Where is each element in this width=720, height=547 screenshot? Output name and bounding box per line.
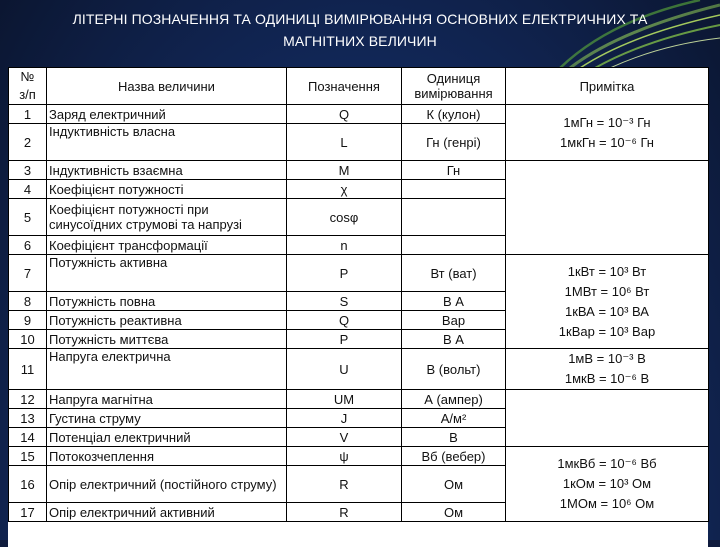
row-symbol: J	[287, 409, 402, 428]
row-num: 17	[9, 503, 47, 522]
row-unit	[402, 199, 506, 236]
page-title	[0, 8, 720, 52]
row-symbol: Q	[287, 311, 402, 330]
note-empty	[506, 161, 709, 255]
row-name: Потокозчеплення	[47, 447, 287, 466]
row-unit: А (ампер)	[402, 390, 506, 409]
row-num: 7	[9, 255, 47, 292]
row-num: 8	[9, 292, 47, 311]
note-empty	[506, 390, 709, 447]
header-num	[9, 68, 47, 105]
row-symbol: M	[287, 161, 402, 180]
row-unit	[402, 236, 506, 255]
note-line: 1кОм = 10³ Ом	[562, 476, 652, 491]
note-power	[506, 255, 709, 349]
row-name: Опір електричний активний	[47, 503, 287, 522]
header-name: Назва величини	[47, 68, 287, 105]
row-num: 5	[9, 199, 47, 236]
row-symbol: P	[287, 255, 402, 292]
row-symbol: V	[287, 428, 402, 447]
row-unit: Вт (ват)	[402, 255, 506, 292]
row-num: 13	[9, 409, 47, 428]
row-name: Потужність миттєва	[47, 330, 287, 349]
row-symbol: L	[287, 124, 402, 161]
table-row	[9, 161, 709, 180]
row-name: Коефіцієнт потужності при синусоїдних струмові та напрузі	[47, 199, 287, 236]
header-note: Примітка	[506, 68, 709, 105]
row-unit: Вар	[402, 311, 506, 330]
note-line: 1кВар = 10³ Вар	[558, 323, 656, 339]
row-unit	[402, 180, 506, 199]
row-name: Потужність повна	[47, 292, 287, 311]
table-row	[9, 349, 709, 390]
quantities-table	[8, 67, 709, 522]
row-symbol: cosφ	[287, 199, 402, 236]
note-flux-resistance	[506, 447, 709, 522]
row-num: 16	[9, 466, 47, 503]
row-num: 2	[9, 124, 47, 161]
row-name: Напруга електрична	[47, 349, 287, 390]
table-row	[9, 390, 709, 409]
row-name: Потужність реактивна	[47, 311, 287, 330]
row-name: Напруга магнітна	[47, 390, 287, 409]
row-symbol: n	[287, 236, 402, 255]
row-symbol: Q	[287, 105, 402, 124]
row-num: 10	[9, 330, 47, 349]
row-symbol: R	[287, 503, 402, 522]
note-line: 1МВт = 10⁶ Вт	[564, 283, 650, 299]
row-num: 11	[9, 349, 47, 390]
table-row	[9, 255, 709, 292]
row-name: Опір електричний (постійного струму)	[47, 466, 287, 503]
row-unit: К (кулон)	[402, 105, 506, 124]
row-unit: А/м²	[402, 409, 506, 428]
row-name: Коефіцієнт потужності	[47, 180, 287, 199]
row-unit: В	[402, 428, 506, 447]
row-name: Потужність активна	[47, 255, 287, 292]
row-unit: Ом	[402, 503, 506, 522]
note-line: 1мГн = 10⁻³ Гн	[563, 114, 651, 130]
header-num-line-2: з/п	[19, 87, 36, 102]
table-row	[9, 105, 709, 124]
title-line-2: МАГНІТНИХ ВЕЛИЧИН	[283, 33, 437, 49]
note-line: 1кВт = 10³ Вт	[567, 263, 647, 279]
header-symbol: Позначення	[287, 68, 402, 105]
note-line: 1мВ = 10⁻³ В	[568, 351, 646, 366]
header-unit: Одиниця вимірювання	[402, 68, 506, 105]
header-num-line-1: №	[20, 69, 35, 84]
note-inductance	[506, 105, 709, 161]
row-name: Потенціал електричний	[47, 428, 287, 447]
row-unit: В А	[402, 330, 506, 349]
row-unit: В (вольт)	[402, 349, 506, 390]
row-symbol: χ	[287, 180, 402, 199]
row-unit: Гн	[402, 161, 506, 180]
note-line: 1мкВб = 10⁻⁶ Вб	[557, 456, 657, 471]
note-voltage	[506, 349, 709, 390]
table-sheet	[8, 67, 708, 547]
row-name: Індуктивність взаємна	[47, 161, 287, 180]
row-num: 14	[9, 428, 47, 447]
row-symbol: P	[287, 330, 402, 349]
row-num: 3	[9, 161, 47, 180]
row-num: 12	[9, 390, 47, 409]
row-num: 4	[9, 180, 47, 199]
title-line-1: ЛІТЕРНІ ПОЗНАЧЕННЯ ТА ОДИНИЦІ ВИМІРЮВАННЯ ОСНОВНИХ ЕЛЕКТРИЧНИХ ТА	[72, 11, 648, 27]
row-symbol: S	[287, 292, 402, 311]
note-line: 1мкВ = 10⁻⁶ В	[564, 371, 650, 386]
row-unit: Гн (генрі)	[402, 124, 506, 161]
row-name: Індуктивність власна	[47, 124, 287, 161]
row-unit: В А	[402, 292, 506, 311]
row-num: 6	[9, 236, 47, 255]
row-symbol: ψ	[287, 447, 402, 466]
table-header-row	[9, 68, 709, 105]
row-unit: Ом	[402, 466, 506, 503]
row-name: Коефіцієнт трансформації	[47, 236, 287, 255]
row-symbol: UM	[287, 390, 402, 409]
note-line: 1МОм = 10⁶ Ом	[559, 496, 655, 511]
table-row	[9, 447, 709, 466]
row-name: Густина струму	[47, 409, 287, 428]
row-unit: Вб (вебер)	[402, 447, 506, 466]
row-num: 9	[9, 311, 47, 330]
row-symbol: R	[287, 466, 402, 503]
row-name: Заряд електричний	[47, 105, 287, 124]
row-num: 1	[9, 105, 47, 124]
row-symbol: U	[287, 349, 402, 390]
note-line: 1кВА = 10³ ВА	[565, 303, 649, 319]
row-num: 15	[9, 447, 47, 466]
note-line: 1мкГн = 10⁻⁶ Гн	[560, 134, 654, 150]
